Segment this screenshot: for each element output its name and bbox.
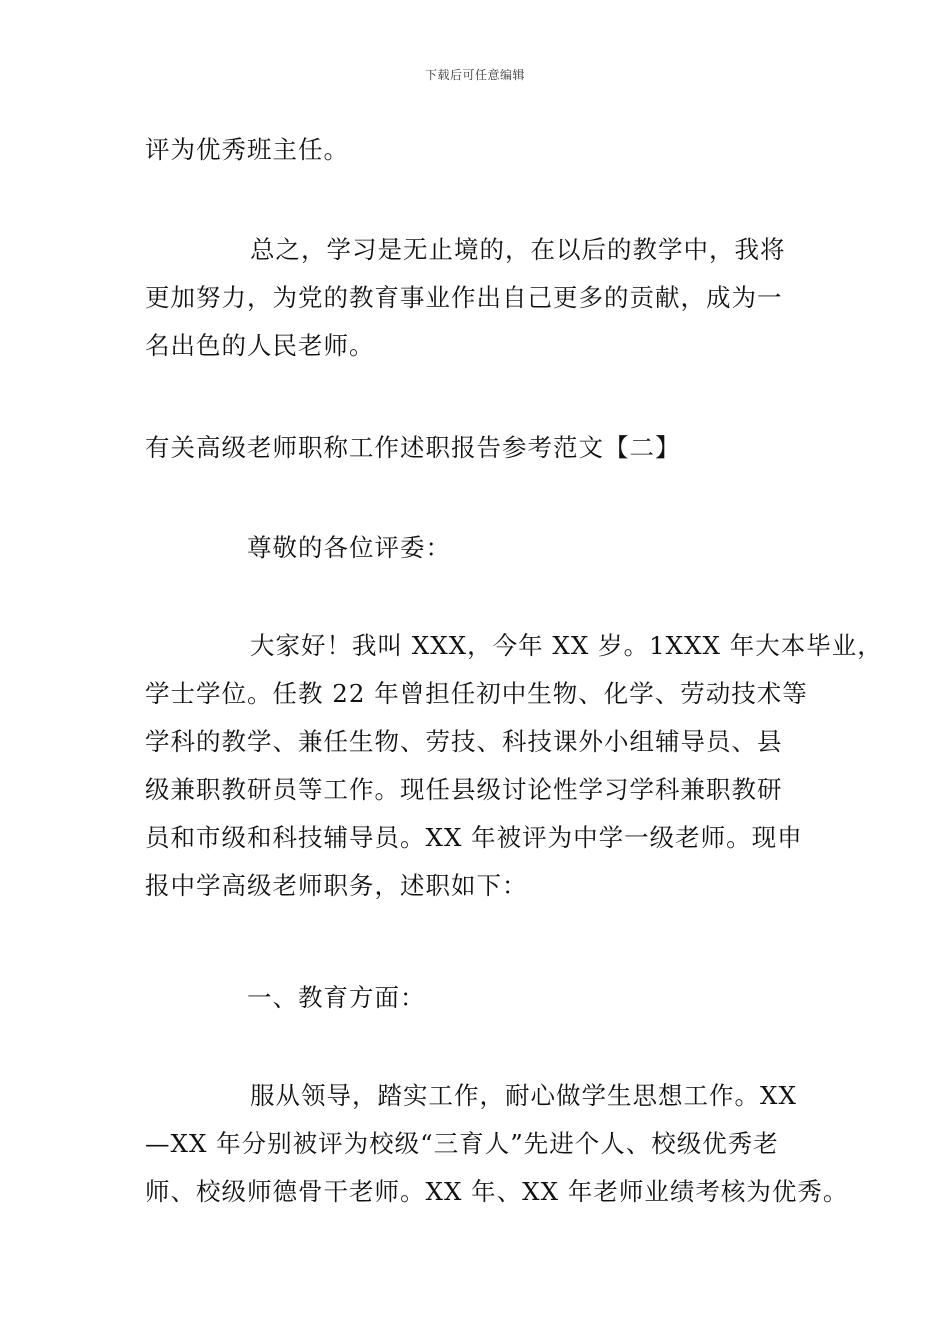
- section-heading: [145, 424, 835, 472]
- text-line: 总之，学习是无止境的，在以后的教学中，我将: [250, 235, 786, 264]
- text-line: 级兼职教研员等工作。现任县级讨论性学习学科兼职教研: [145, 775, 783, 804]
- section-title-education: [145, 974, 835, 1022]
- greeting: [145, 524, 835, 572]
- text-line: 报中学高级老师职务，述职如下：: [145, 871, 528, 900]
- paragraph-continuation: [145, 126, 835, 174]
- paragraph-education: [145, 1072, 849, 1216]
- text-line: 更加努力，为党的教育事业作出自己更多的贡献，成为一: [145, 283, 783, 312]
- text-line: 员和市级和科技辅导员。XX 年被评为中学一级老师。现申: [145, 823, 803, 852]
- paragraph-conclusion: [145, 226, 835, 370]
- text-line: 服从领导，踏实工作，耐心做学生思想工作。XX: [250, 1081, 797, 1110]
- text-line: 评为优秀班主任。: [145, 135, 349, 164]
- heading-line: 有关高级老师职称工作述职报告参考范文【二】: [145, 433, 681, 462]
- text-line: 名出色的人民老师。: [145, 331, 375, 360]
- text-line: —XX 年分别被评为校级“三育人”先进个人、校级优秀老: [145, 1129, 779, 1158]
- text-line: 师、校级师德骨干老师。XX 年、XX 年老师业绩考核为优秀。: [145, 1177, 849, 1206]
- text-line: 一、教育方面：: [247, 983, 426, 1012]
- text-line: 学科的教学、兼任生物、劳技、科技课外小组辅导员、县: [145, 727, 783, 756]
- text-line: 学士学位。任教 22 年曾担任初中生物、化学、劳动技术等: [145, 679, 808, 708]
- text-line: 尊敬的各位评委：: [247, 533, 451, 562]
- header-note: 下载后可任意编辑: [424, 68, 525, 82]
- text-line: 大家好！我叫 XXX，今年 XX 岁。1XXX 年大本毕业，: [250, 631, 883, 660]
- paragraph-introduction: [145, 622, 883, 910]
